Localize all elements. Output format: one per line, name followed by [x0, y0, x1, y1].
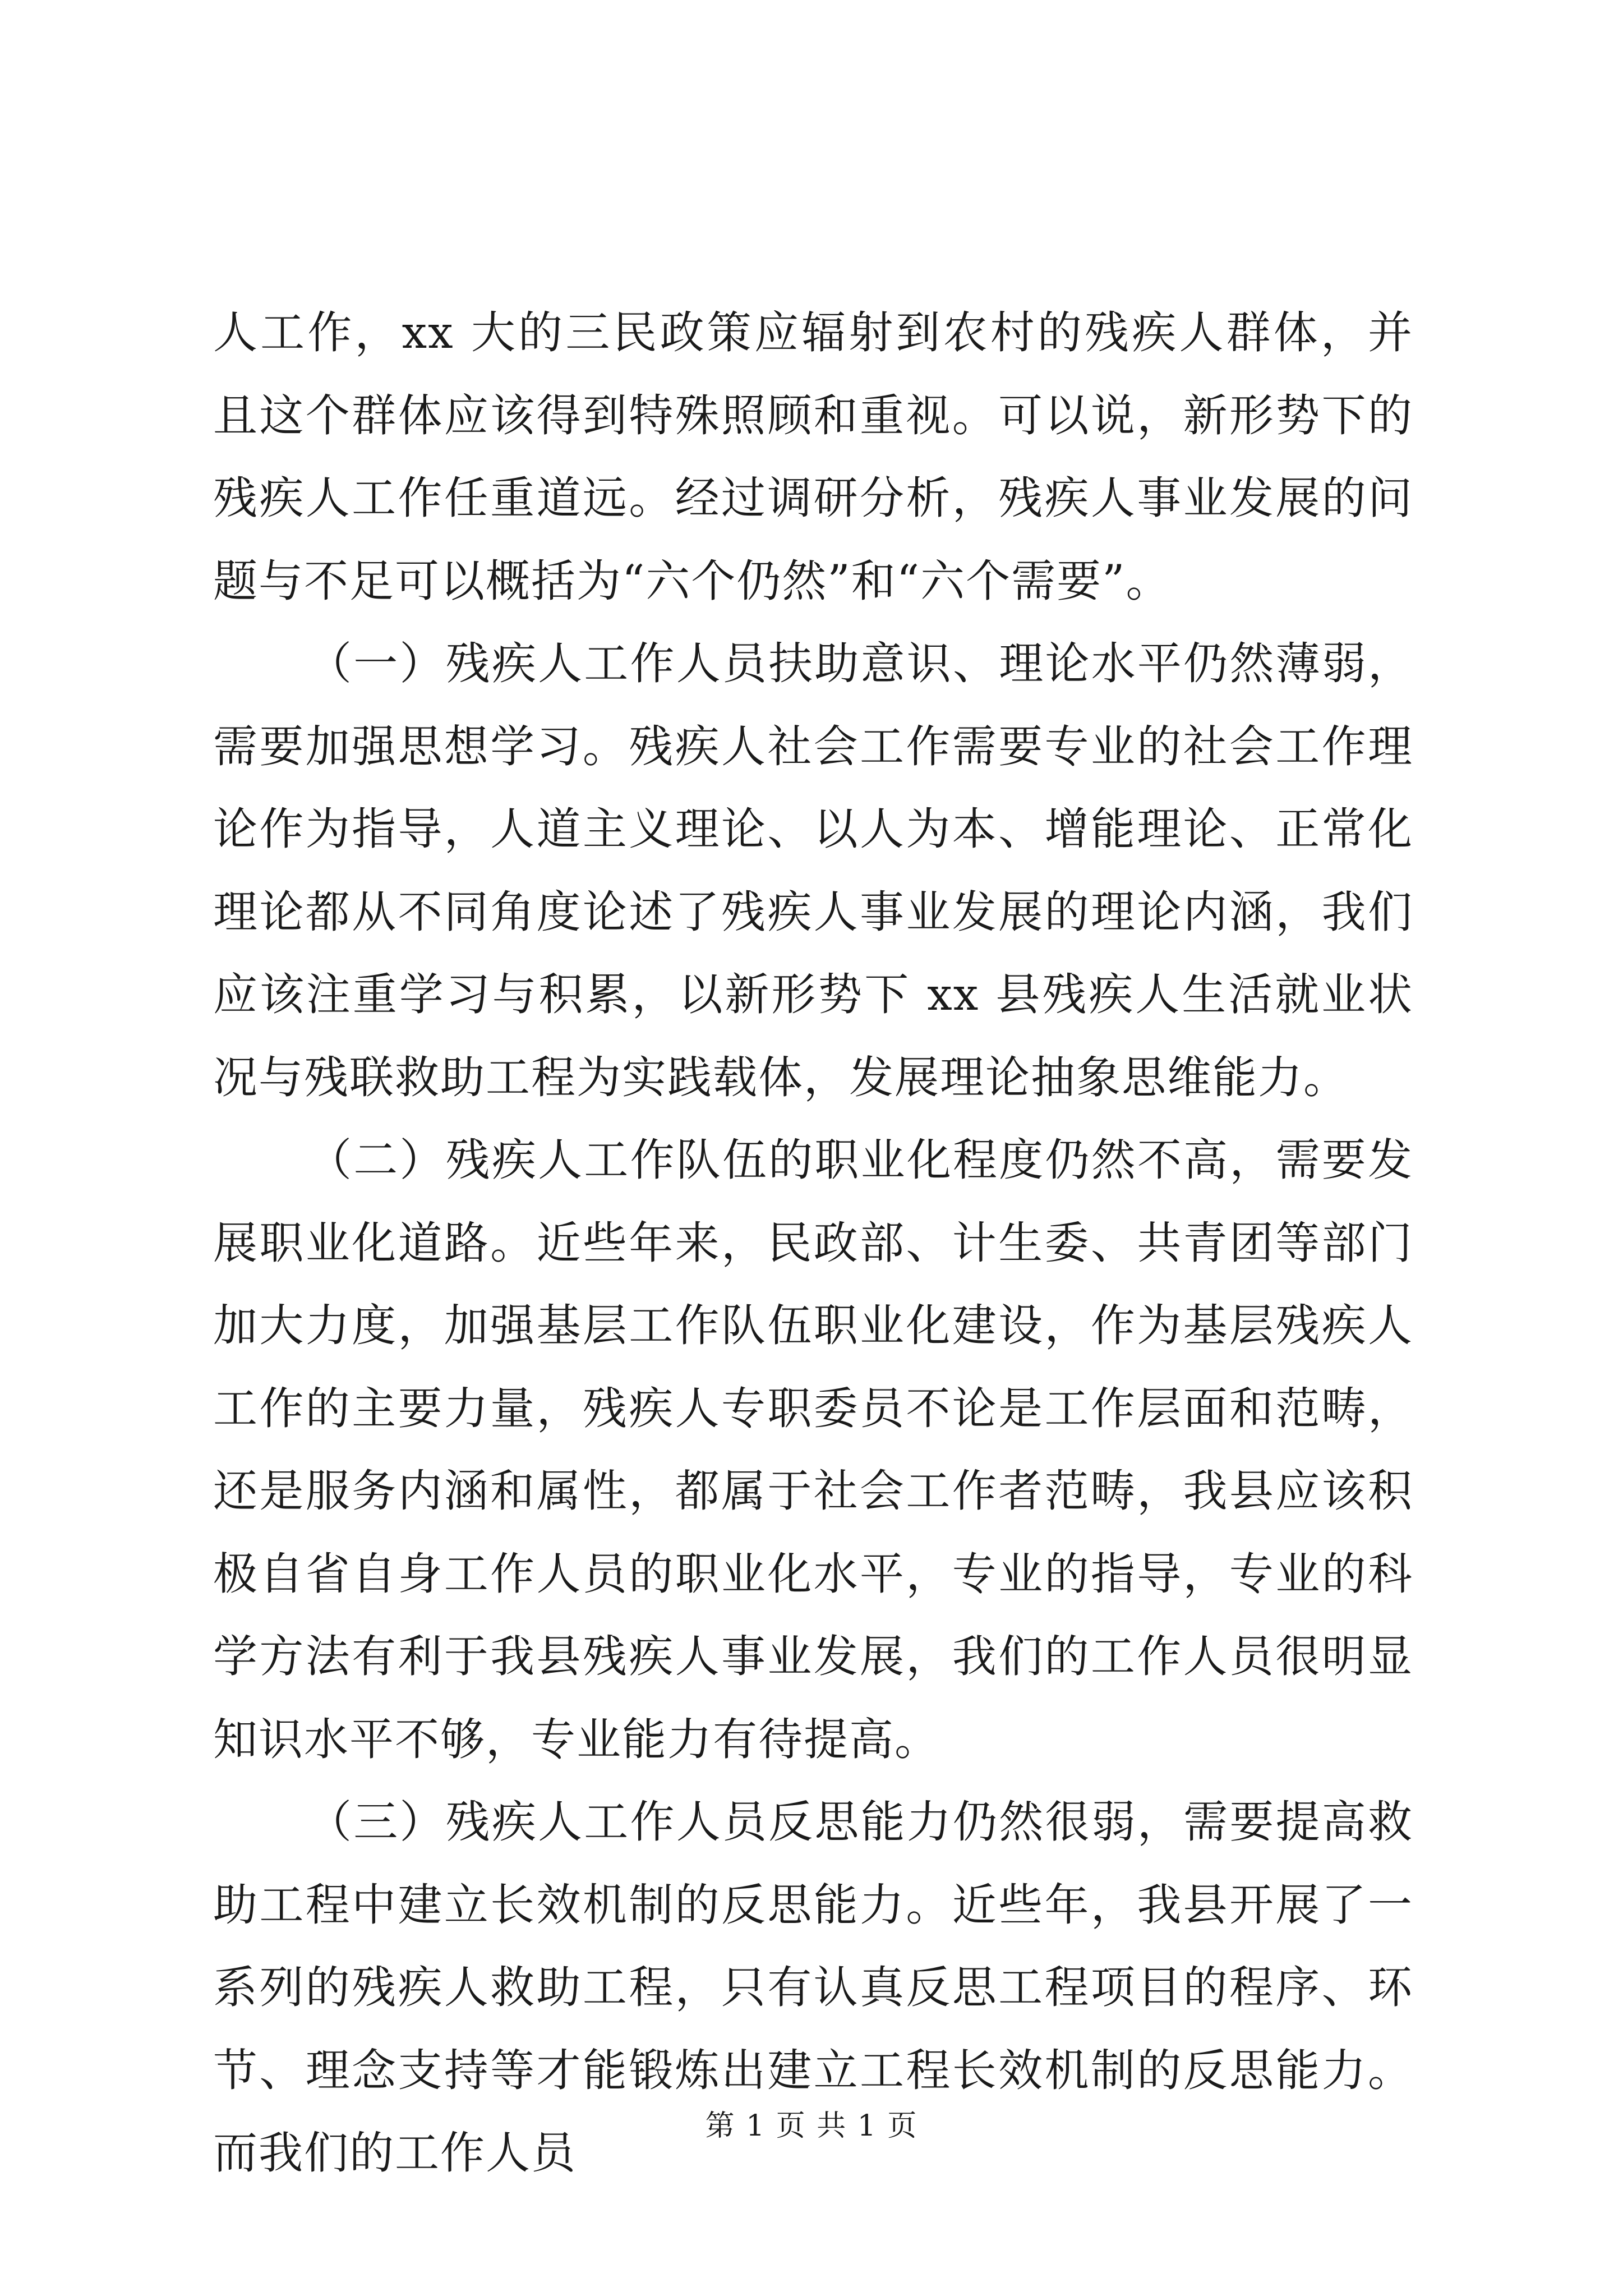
- paragraph-section-2: （二）残疾人工作队伍的职业化程度仍然不高，需要发展职业化道路。近些年来，民政部、计生委、共青团等部门加大力度，加强基层工作队伍职业化建设，作为基层残疾人工作的主要力量，残疾人专职委员不论是工作层面和范畴，还是服务内涵和属性，都属于社会工作者范畴，我县应该积极自省自身工作人员的职业化水平，专业的指导，专业的科学方法有利于我县残疾人事业发展，我们的工作人员很明显知识水平不够，专业能力有待提高。: [213, 1134, 1413, 1765]
- paragraph-continuation: 人工作，xx 大的三民政策应辐射到农村的残疾人群体，并且这个群体应该得到特殊照顾和重视。可以说，新形势下的残疾人工作任重道远。经过调研分析，残疾人事业发展的问题与不足可以概括为“六个仍然”和“六个需要”。: [213, 307, 1413, 607]
- paragraph-section-3: （三）残疾人工作人员反思能力仍然很弱，需要提高救助工程中建立长效机制的反思能力。近些年，我县开展了一系列的残疾人救助工程，只有认真反思工程项目的程序、环节、理念支持等才能锻炼出建立工程长效机制的反思能力。而我们的工作人员: [213, 1796, 1413, 2179]
- page-number-footer: 第 1 页 共 1 页: [705, 2109, 918, 2143]
- document-body: [213, 292, 1413, 2195]
- paragraph-section-1: （一）残疾人工作人员扶助意识、理论水平仍然薄弱，需要加强思想学习。残疾人社会工作需要专业的社会工作理论作为指导，人道主义理论、以人为本、增能理论、正常化理论都从不同角度论述了残疾人事业发展的理论内涵，我们应该注重学习与积累，以新形势下 xx 县残疾人生活就业状况与残联救助工程为实践载体，发展理论抽象思维能力。: [213, 638, 1413, 1103]
